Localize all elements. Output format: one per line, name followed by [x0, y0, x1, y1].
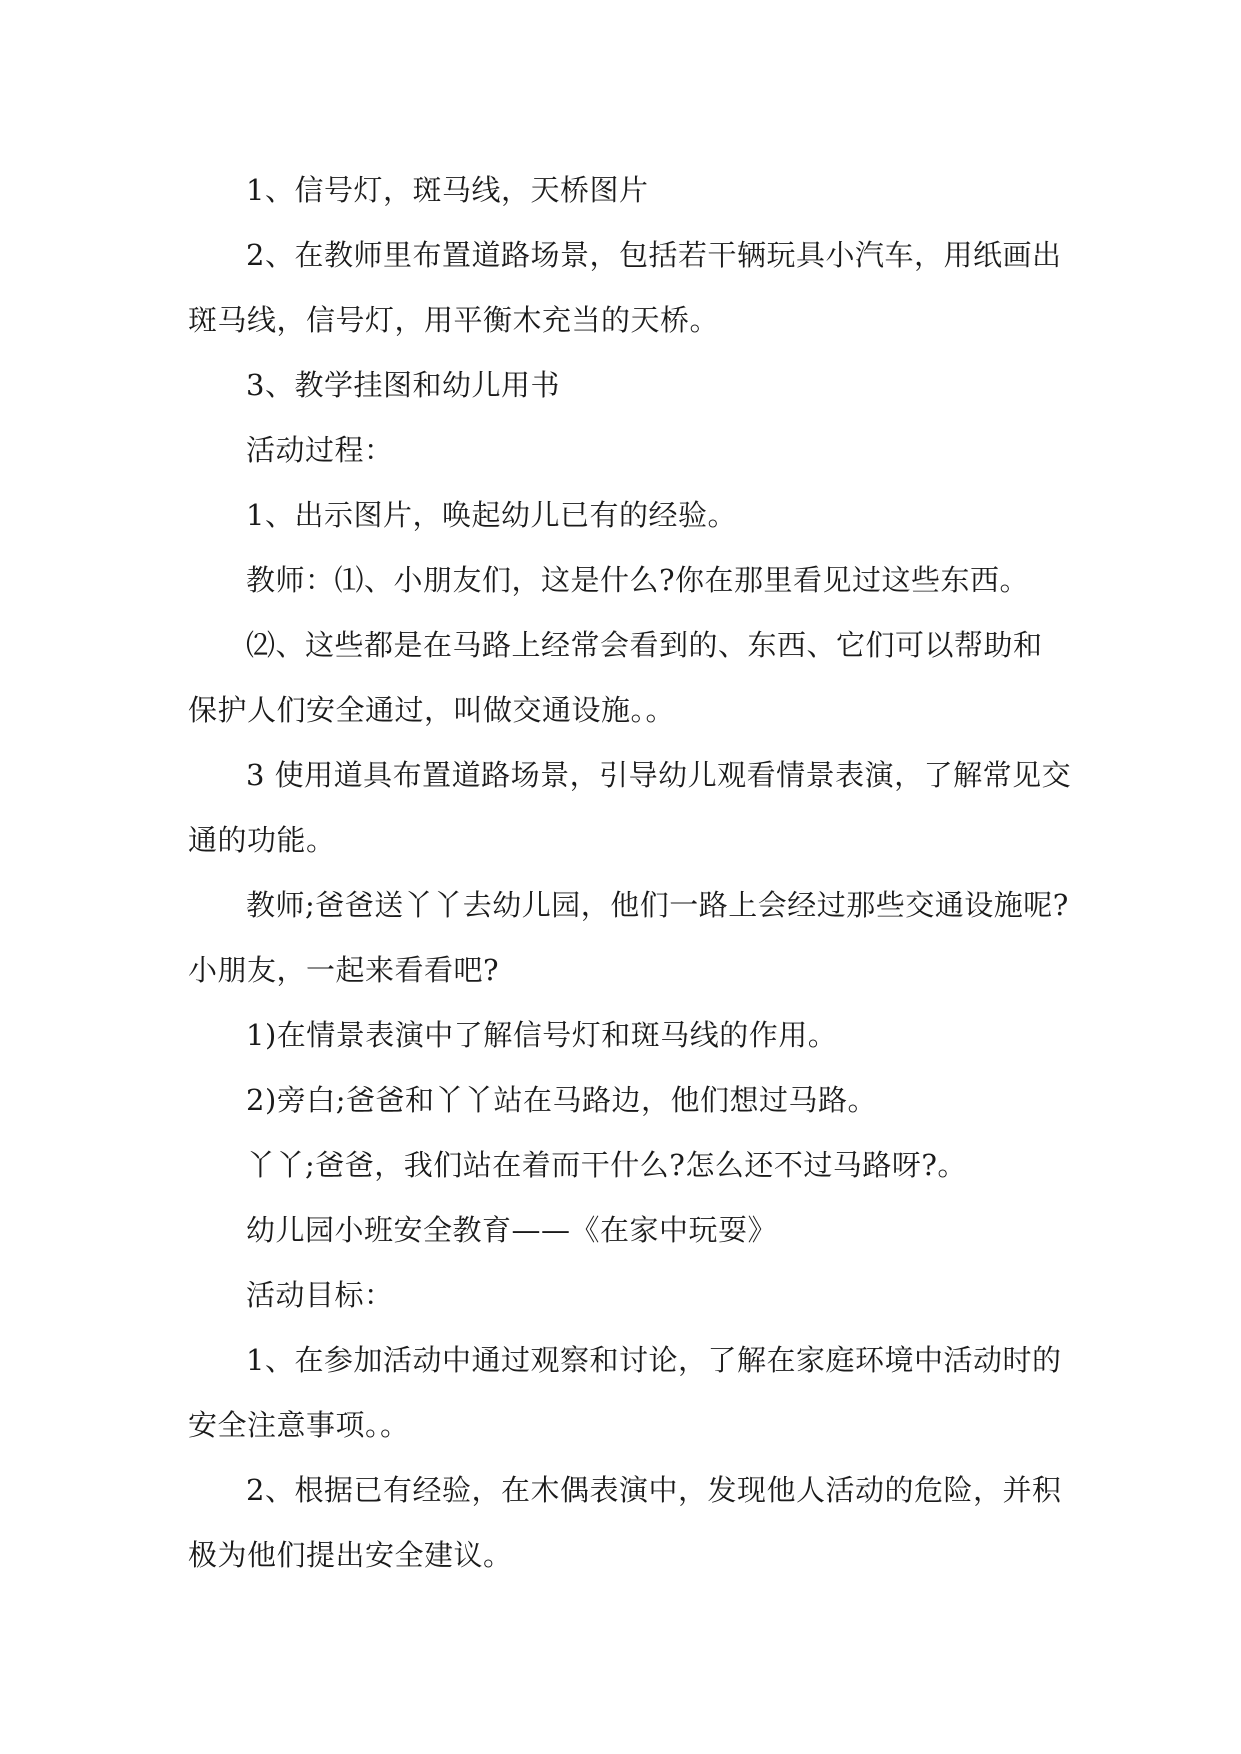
text-line: 安全注意事项。。: [188, 1408, 410, 1442]
text-line: 斑马线，信号灯，用平衡木充当的天桥。: [188, 303, 720, 337]
text-line: 1、信号灯，斑马线，天桥图片: [246, 173, 649, 207]
text-line: 教师;爸爸送丫丫去幼儿园，他们一路上会经过那些交通设施呢?: [246, 888, 1069, 922]
section-heading: 活动目标：: [246, 1278, 394, 1312]
text-line: 2、根据已有经验，在木偶表演中，发现他人活动的危险，并积: [246, 1473, 1062, 1507]
section-heading: 活动过程：: [246, 433, 394, 467]
text-line: 教师：⑴、小朋友们，这是什么?你在那里看见过这些东西。: [246, 563, 1030, 597]
document-body: [188, 158, 1072, 1588]
text-line: 1、出示图片，唤起幼儿已有的经验。: [246, 498, 737, 532]
text-line: 2)旁白;爸爸和丫丫站在马路边，他们想过马路。: [246, 1083, 878, 1117]
text-line: 小朋友，一起来看看吧?: [188, 953, 500, 987]
text-line: 1、在参加活动中通过观察和讨论，了解在家庭环境中活动时的: [246, 1343, 1062, 1377]
text-line: ⑵、这些都是在马路上经常会看到的、东西、它们可以帮助和: [246, 628, 1043, 662]
section-title: 幼儿园小班安全教育——《在家中玩耍》: [246, 1213, 778, 1247]
text-line: 3、教学挂图和幼儿用书: [246, 368, 560, 402]
text-line: 丫丫;爸爸，我们站在着而干什么?怎么还不过马路呀?。: [246, 1148, 967, 1182]
text-line: 通的功能。: [188, 823, 336, 857]
text-line: 2、在教师里布置道路场景，包括若干辆玩具小汽车，用纸画出: [246, 238, 1062, 272]
text-line: 3 使用道具布置道路场景，引导幼儿观看情景表演，了解常见交: [246, 758, 1072, 792]
text-line: 保护人们安全通过，叫做交通设施。。: [188, 693, 676, 727]
text-line: 极为他们提出安全建议。: [188, 1538, 513, 1572]
text-line: 1)在情景表演中了解信号灯和斑马线的作用。: [246, 1018, 838, 1052]
